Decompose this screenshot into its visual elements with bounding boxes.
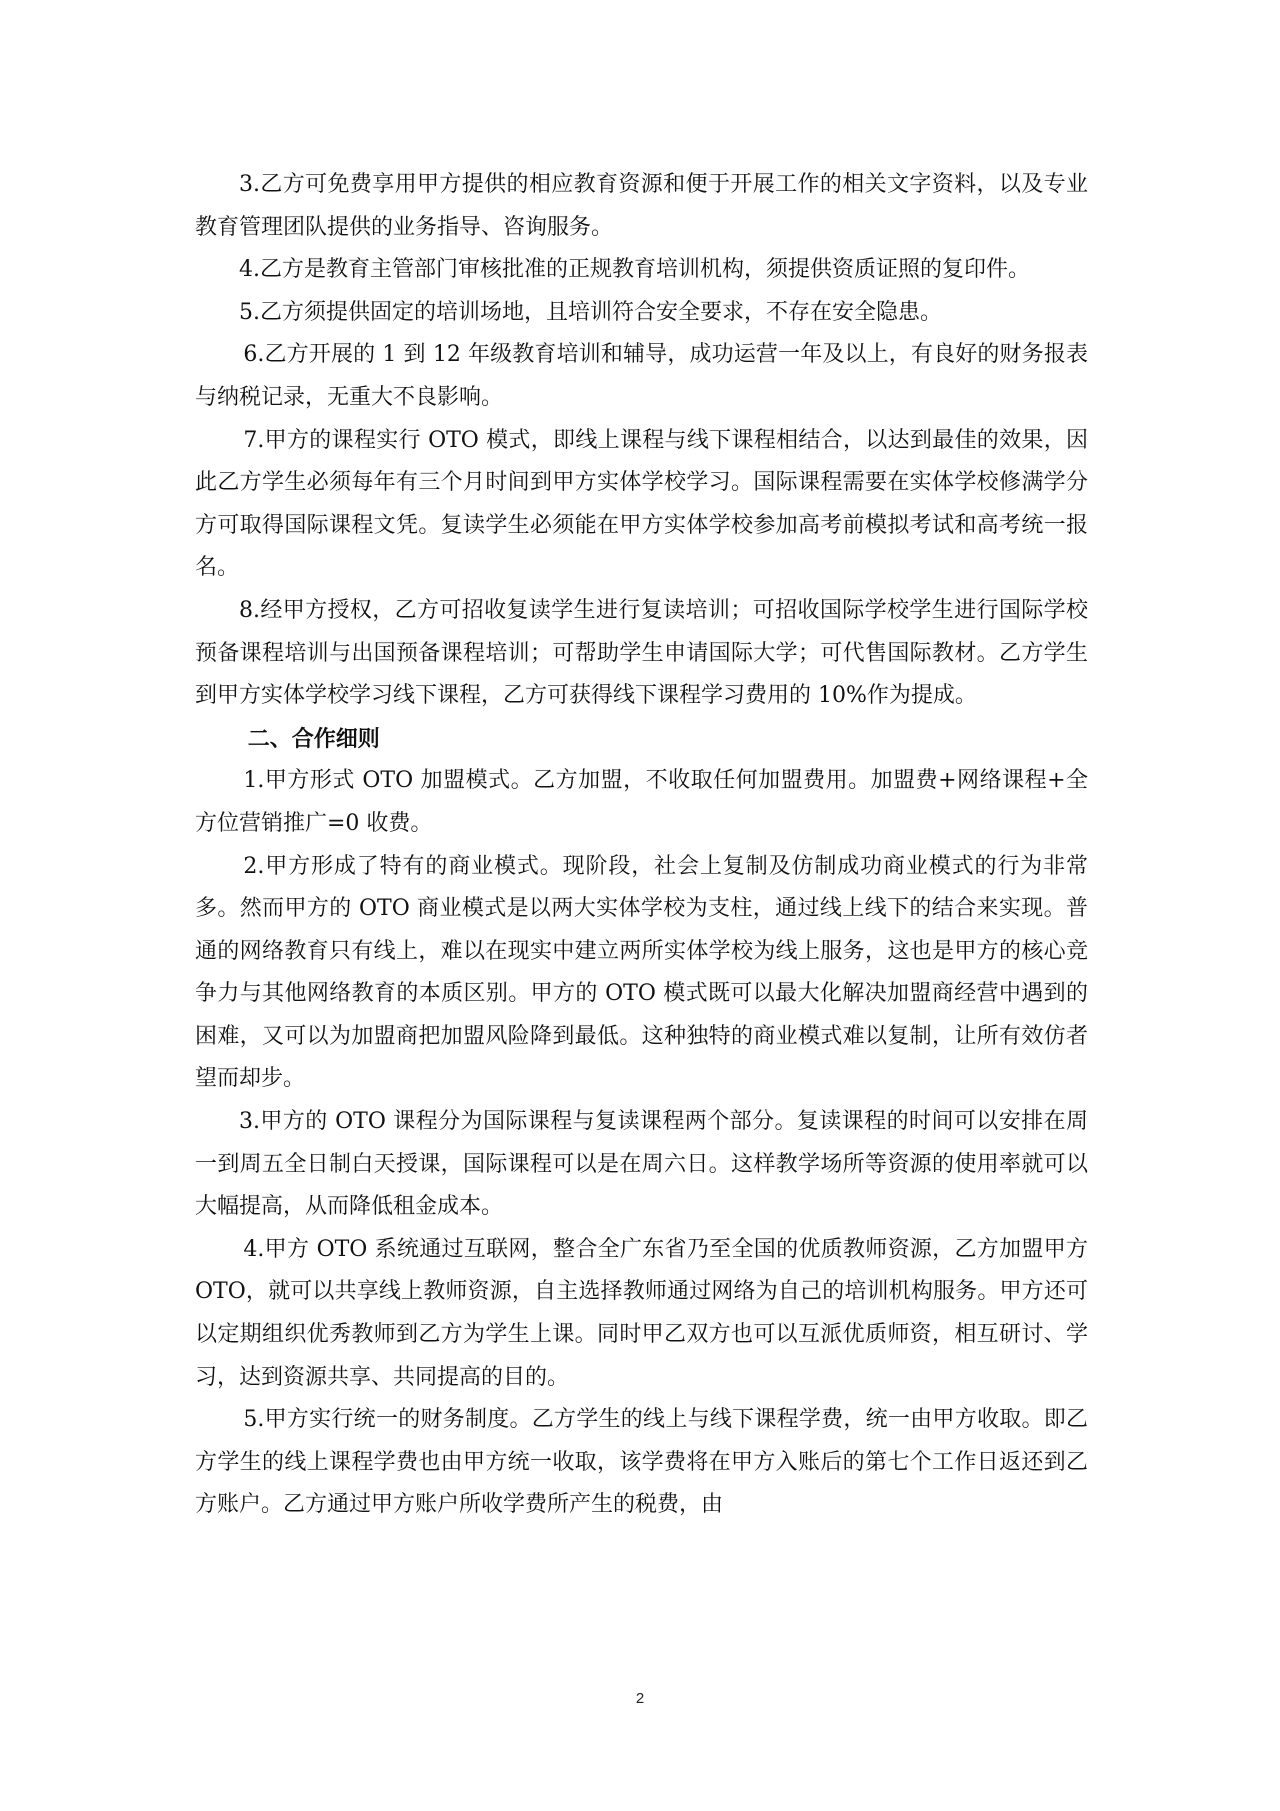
- section-paragraph-2: 2.甲方形成了特有的商业模式。现阶段，社会上复制及仿制成功商业模式的行为非常多。然而甲方的 OTO 商业模式是以两大实体学校为支柱，通过线上线下的结合来实现。普通的网络教育只有线上，难以在现实中建立两所实体学校为线上服务，这也是甲方的核心竞争力与其他网络教育的本质区别。甲方的 OTO 模式既可以最大化解决加盟商经营中遇到的困难，又可以为加盟商把加盟风险降到最低。这种独特的商业模式难以复制，让所有效仿者望而却步。: [195, 853, 1088, 1092]
- section-paragraph-5: 5.甲方实行统一的财务制度。乙方学生的线上与线下课程学费，统一由甲方收取。即乙方学生的线上课程学费也由甲方统一收取，该学费将在甲方入账后的第七个工作日返还到乙方账户。乙方通过甲方账户所收学费所产生的税费，由: [195, 1407, 1088, 1518]
- section-paragraph-3: 3.甲方的 OTO 课程分为国际课程与复读课程两个部分。复读课程的时间可以安排在周一到周五全日制白天授课，国际课程可以是在周六日。这样教学场所等资源的使用率就可以大幅提高，从而降低租金成本。: [195, 1109, 1088, 1220]
- section-paragraph-4: 4.甲方 OTO 系统通过互联网，整合全广东省乃至全国的优质教师资源，乙方加盟甲方 OTO，就可以共享线上教师资源，自主选择教师通过网络为自己的培训机构服务。甲方还可以定期组织优秀教师到乙方为学生上课。同时甲乙双方也可以互派优质师资，相互研讨、学习，达到资源共享、共同提高的目的。: [195, 1236, 1088, 1390]
- paragraph-item-8: 8.经甲方授权，乙方可招收复读学生进行复读培训；可招收国际学校学生进行国际学校预备课程培训与出国预备课程培训；可帮助学生申请国际大学；可代售国际教材。乙方学生到甲方实体学校学习线下课程，乙方可获得线下课程学习费用的 10%作为提成。: [195, 597, 1088, 709]
- section-heading: 二、合作细则: [247, 725, 380, 752]
- document-body: [195, 164, 1088, 1527]
- page-number: 2: [635, 1690, 645, 1707]
- paragraph-item-7: 7.甲方的课程实行 OTO 模式，即线上课程与线下课程相结合，以达到最佳的效果，因此乙方学生必须每年有三个月时间到甲方实体学校学习。国际课程需要在实体学校修满学分方可取得国际课程文凭。复读学生必须能在甲方实体学校参加高考前模拟考试和高考统一报名。: [195, 427, 1088, 581]
- paragraph-item-4: 4.乙方是教育主管部门审核批准的正规教育培训机构，须提供资质证照的复印件。: [239, 257, 1030, 283]
- paragraph-item-5: 5.乙方须提供固定的培训场地，且培训符合安全要求，不存在安全隐患。: [239, 299, 942, 325]
- section-paragraph-1: 1.甲方形式 OTO 加盟模式。乙方加盟，不收取任何加盟费用。加盟费+网络课程+全方位营销推广=0 收费。: [195, 768, 1088, 836]
- paragraph-item-3: 3.乙方可免费享用甲方提供的相应教育资源和便于开展工作的相关文字资料，以及专业教育管理团队提供的业务指导、咨询服务。: [195, 172, 1088, 240]
- paragraph-item-6: 6.乙方开展的 1 到 12 年级教育培训和辅导，成功运营一年及以上，有良好的财务报表与纳税记录，无重大不良影响。: [195, 342, 1088, 410]
